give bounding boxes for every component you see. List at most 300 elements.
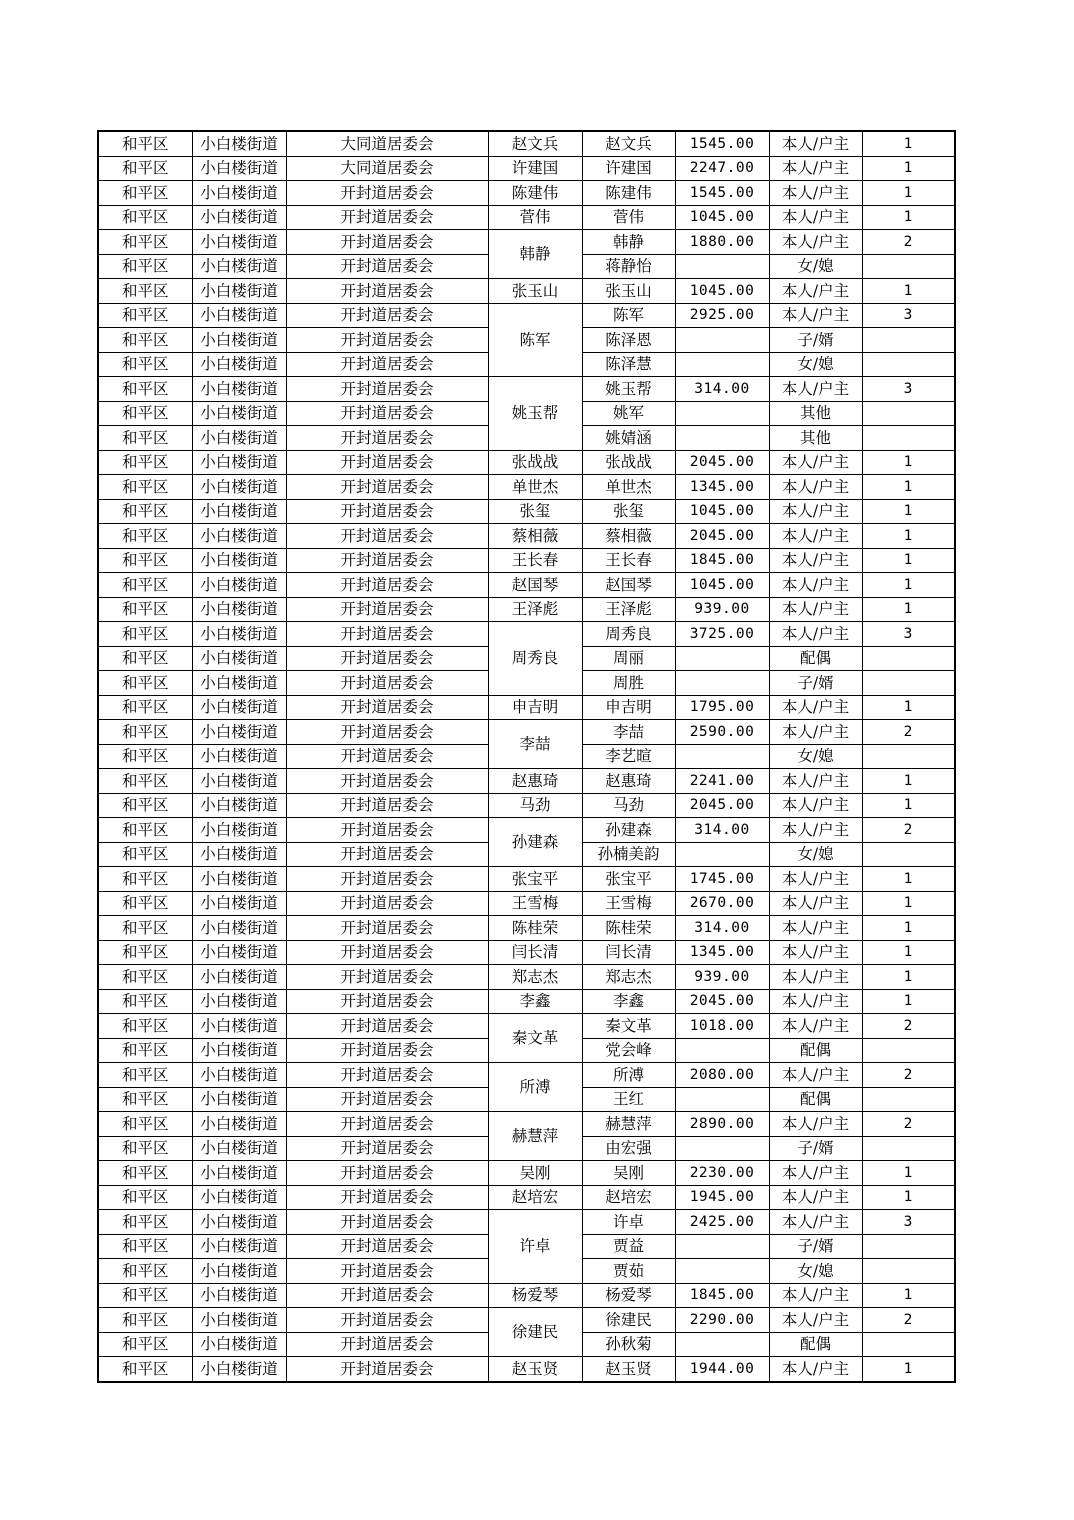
member-name-cell: 由宏强 [582, 1136, 675, 1161]
table-row [98, 181, 955, 206]
district-cell: 和平区 [98, 793, 192, 818]
amount-cell: 1545.00 [675, 181, 769, 206]
amount-cell: 1345.00 [675, 475, 769, 500]
district-cell: 和平区 [98, 1308, 192, 1333]
amount-cell: 2925.00 [675, 303, 769, 328]
street-cell: 小白楼街道 [192, 499, 286, 524]
household-size-cell: 1 [862, 965, 955, 990]
amount-cell [675, 1136, 769, 1161]
committee-cell: 开封道居委会 [286, 646, 488, 671]
amount-cell: 1880.00 [675, 230, 769, 255]
household-head-cell: 蔡相薇 [488, 524, 582, 549]
committee-cell: 开封道居委会 [286, 744, 488, 769]
district-cell: 和平区 [98, 989, 192, 1014]
table-row [98, 230, 955, 255]
table-row [98, 573, 955, 598]
amount-cell: 1045.00 [675, 573, 769, 598]
relation-cell: 本人/户主 [769, 989, 862, 1014]
member-name-cell: 秦文革 [582, 1014, 675, 1039]
member-name-cell: 陈桂荣 [582, 916, 675, 941]
street-cell: 小白楼街道 [192, 548, 286, 573]
relation-cell: 女/媳 [769, 352, 862, 377]
member-name-cell: 姚婧涵 [582, 426, 675, 451]
table-row [98, 1357, 955, 1382]
relation-cell: 本人/户主 [769, 1014, 862, 1039]
member-name-cell: 蔡相薇 [582, 524, 675, 549]
household-size-cell: 1 [862, 524, 955, 549]
household-head-cell: 单世杰 [488, 475, 582, 500]
relation-cell: 女/媳 [769, 842, 862, 867]
household-size-cell: 1 [862, 131, 955, 156]
district-cell: 和平区 [98, 1161, 192, 1186]
committee-cell: 开封道居委会 [286, 695, 488, 720]
member-name-cell: 赵国琴 [582, 573, 675, 598]
committee-cell: 开封道居委会 [286, 181, 488, 206]
table-row [98, 769, 955, 794]
committee-cell: 开封道居委会 [286, 1332, 488, 1357]
amount-cell: 1845.00 [675, 1283, 769, 1308]
table-row [98, 916, 955, 941]
district-cell: 和平区 [98, 475, 192, 500]
member-name-cell: 菅伟 [582, 205, 675, 230]
street-cell: 小白楼街道 [192, 867, 286, 892]
household-size-cell: 1 [862, 769, 955, 794]
member-name-cell: 李艺暄 [582, 744, 675, 769]
household-head-cell: 申吉明 [488, 695, 582, 720]
household-size-cell: 1 [862, 1357, 955, 1382]
committee-cell: 开封道居委会 [286, 279, 488, 304]
household-size-cell [862, 352, 955, 377]
district-cell: 和平区 [98, 352, 192, 377]
household-size-cell: 3 [862, 622, 955, 647]
member-name-cell: 张战战 [582, 450, 675, 475]
district-cell: 和平区 [98, 1357, 192, 1382]
amount-cell: 2890.00 [675, 1112, 769, 1137]
committee-cell: 开封道居委会 [286, 989, 488, 1014]
amount-cell: 2045.00 [675, 989, 769, 1014]
household-size-cell: 1 [862, 597, 955, 622]
household-size-cell: 1 [862, 450, 955, 475]
district-cell: 和平区 [98, 328, 192, 353]
district-cell: 和平区 [98, 744, 192, 769]
relation-cell: 本人/户主 [769, 622, 862, 647]
street-cell: 小白楼街道 [192, 401, 286, 426]
district-cell: 和平区 [98, 769, 192, 794]
district-cell: 和平区 [98, 401, 192, 426]
household-head-cell: 李喆 [488, 720, 582, 769]
committee-cell: 开封道居委会 [286, 965, 488, 990]
amount-cell [675, 646, 769, 671]
relation-cell: 本人/户主 [769, 1161, 862, 1186]
household-head-cell: 张宝平 [488, 867, 582, 892]
table-row [98, 524, 955, 549]
member-name-cell: 闫长清 [582, 940, 675, 965]
household-size-cell [862, 646, 955, 671]
household-size-cell: 3 [862, 1210, 955, 1235]
household-head-cell: 陈桂荣 [488, 916, 582, 941]
household-size-cell [862, 671, 955, 696]
household-head-cell: 张玉山 [488, 279, 582, 304]
district-cell: 和平区 [98, 965, 192, 990]
amount-cell [675, 352, 769, 377]
member-name-cell: 徐建民 [582, 1308, 675, 1333]
household-size-cell [862, 1087, 955, 1112]
relation-cell: 本人/户主 [769, 156, 862, 181]
amount-cell [675, 401, 769, 426]
household-size-cell: 1 [862, 940, 955, 965]
committee-cell: 开封道居委会 [286, 842, 488, 867]
district-cell: 和平区 [98, 1185, 192, 1210]
street-cell: 小白楼街道 [192, 426, 286, 451]
district-cell: 和平区 [98, 548, 192, 573]
district-cell: 和平区 [98, 1234, 192, 1259]
member-name-cell: 王红 [582, 1087, 675, 1112]
relation-cell: 本人/户主 [769, 1112, 862, 1137]
street-cell: 小白楼街道 [192, 1308, 286, 1333]
district-cell: 和平区 [98, 1014, 192, 1039]
member-name-cell: 周丽 [582, 646, 675, 671]
committee-cell: 开封道居委会 [286, 891, 488, 916]
member-name-cell: 吴刚 [582, 1161, 675, 1186]
relation-cell: 本人/户主 [769, 303, 862, 328]
member-name-cell: 赵培宏 [582, 1185, 675, 1210]
table-row [98, 1112, 955, 1137]
table-row [98, 695, 955, 720]
household-head-cell: 姚玉帮 [488, 377, 582, 451]
relation-cell: 女/媳 [769, 1259, 862, 1284]
amount-cell: 1018.00 [675, 1014, 769, 1039]
district-cell: 和平区 [98, 1112, 192, 1137]
relation-cell: 本人/户主 [769, 597, 862, 622]
district-cell: 和平区 [98, 842, 192, 867]
household-size-cell: 3 [862, 377, 955, 402]
relation-cell: 子/婿 [769, 1136, 862, 1161]
household-head-cell: 赵培宏 [488, 1185, 582, 1210]
committee-cell: 开封道居委会 [286, 597, 488, 622]
committee-cell: 大同道居委会 [286, 156, 488, 181]
district-cell: 和平区 [98, 573, 192, 598]
household-size-cell: 1 [862, 156, 955, 181]
table-row [98, 131, 955, 156]
amount-cell [675, 426, 769, 451]
amount-cell [675, 1259, 769, 1284]
committee-cell: 开封道居委会 [286, 230, 488, 255]
committee-cell: 开封道居委会 [286, 1087, 488, 1112]
relation-cell: 子/婿 [769, 1234, 862, 1259]
table-row [98, 156, 955, 181]
member-name-cell: 张宝平 [582, 867, 675, 892]
committee-cell: 开封道居委会 [286, 573, 488, 598]
committee-cell: 开封道居委会 [286, 524, 488, 549]
household-size-cell: 2 [862, 1014, 955, 1039]
committee-cell: 开封道居委会 [286, 426, 488, 451]
amount-cell: 2230.00 [675, 1161, 769, 1186]
household-size-cell [862, 744, 955, 769]
committee-cell: 开封道居委会 [286, 867, 488, 892]
street-cell: 小白楼街道 [192, 1014, 286, 1039]
member-name-cell: 王雪梅 [582, 891, 675, 916]
amount-cell: 1845.00 [675, 548, 769, 573]
relation-cell: 其他 [769, 426, 862, 451]
street-cell: 小白楼街道 [192, 989, 286, 1014]
district-cell: 和平区 [98, 254, 192, 279]
district-cell: 和平区 [98, 450, 192, 475]
amount-cell: 2425.00 [675, 1210, 769, 1235]
amount-cell: 314.00 [675, 818, 769, 843]
committee-cell: 开封道居委会 [286, 475, 488, 500]
relation-cell: 本人/户主 [769, 891, 862, 916]
member-name-cell: 姚玉帮 [582, 377, 675, 402]
table-row [98, 1185, 955, 1210]
table-row [98, 720, 955, 745]
table-row [98, 818, 955, 843]
street-cell: 小白楼街道 [192, 842, 286, 867]
relation-cell: 女/媳 [769, 254, 862, 279]
household-head-cell: 陈军 [488, 303, 582, 377]
committee-cell: 大同道居委会 [286, 131, 488, 156]
relation-cell: 本人/户主 [769, 1283, 862, 1308]
household-size-cell: 1 [862, 279, 955, 304]
household-size-cell: 2 [862, 720, 955, 745]
district-cell: 和平区 [98, 230, 192, 255]
amount-cell: 2670.00 [675, 891, 769, 916]
household-head-cell: 许建国 [488, 156, 582, 181]
table-row [98, 475, 955, 500]
street-cell: 小白楼街道 [192, 1332, 286, 1357]
table-row [98, 377, 955, 402]
amount-cell [675, 1332, 769, 1357]
household-head-cell: 许卓 [488, 1210, 582, 1284]
member-name-cell: 所溥 [582, 1063, 675, 1088]
table-row [98, 499, 955, 524]
street-cell: 小白楼街道 [192, 891, 286, 916]
household-size-cell [862, 842, 955, 867]
table-row [98, 205, 955, 230]
household-size-cell [862, 328, 955, 353]
amount-cell: 2045.00 [675, 793, 769, 818]
street-cell: 小白楼街道 [192, 254, 286, 279]
district-cell: 和平区 [98, 279, 192, 304]
relation-cell: 本人/户主 [769, 230, 862, 255]
street-cell: 小白楼街道 [192, 1112, 286, 1137]
committee-cell: 开封道居委会 [286, 818, 488, 843]
amount-cell [675, 254, 769, 279]
relation-cell: 本人/户主 [769, 916, 862, 941]
relation-cell: 配偶 [769, 1038, 862, 1063]
district-cell: 和平区 [98, 1259, 192, 1284]
household-size-cell: 1 [862, 867, 955, 892]
district-cell: 和平区 [98, 695, 192, 720]
household-head-cell: 赵国琴 [488, 573, 582, 598]
household-size-cell: 1 [862, 1283, 955, 1308]
household-head-cell: 赵惠琦 [488, 769, 582, 794]
table-row [98, 867, 955, 892]
amount-cell: 1345.00 [675, 940, 769, 965]
street-cell: 小白楼街道 [192, 744, 286, 769]
relation-cell: 本人/户主 [769, 524, 862, 549]
household-head-cell: 赫慧萍 [488, 1112, 582, 1161]
member-name-cell: 陈泽恩 [582, 328, 675, 353]
street-cell: 小白楼街道 [192, 818, 286, 843]
member-name-cell: 贾益 [582, 1234, 675, 1259]
committee-cell: 开封道居委会 [286, 1014, 488, 1039]
relation-cell: 配偶 [769, 1087, 862, 1112]
relation-cell: 本人/户主 [769, 769, 862, 794]
household-head-cell: 赵玉贤 [488, 1357, 582, 1382]
table-row [98, 1161, 955, 1186]
household-head-cell: 所溥 [488, 1063, 582, 1112]
household-head-cell: 周秀良 [488, 622, 582, 696]
committee-cell: 开封道居委会 [286, 769, 488, 794]
relation-cell: 本人/户主 [769, 475, 862, 500]
household-size-cell: 1 [862, 1185, 955, 1210]
member-name-cell: 韩静 [582, 230, 675, 255]
street-cell: 小白楼街道 [192, 793, 286, 818]
street-cell: 小白楼街道 [192, 622, 286, 647]
committee-cell: 开封道居委会 [286, 499, 488, 524]
household-size-cell [862, 1234, 955, 1259]
amount-cell: 3725.00 [675, 622, 769, 647]
member-name-cell: 王长春 [582, 548, 675, 573]
household-size-cell: 2 [862, 818, 955, 843]
member-name-cell: 陈泽慧 [582, 352, 675, 377]
household-size-cell: 1 [862, 793, 955, 818]
amount-cell: 2241.00 [675, 769, 769, 794]
district-cell: 和平区 [98, 646, 192, 671]
street-cell: 小白楼街道 [192, 1210, 286, 1235]
relation-cell: 本人/户主 [769, 181, 862, 206]
committee-cell: 开封道居委会 [286, 1234, 488, 1259]
district-cell: 和平区 [98, 426, 192, 451]
member-name-cell: 赵文兵 [582, 131, 675, 156]
committee-cell: 开封道居委会 [286, 1112, 488, 1137]
street-cell: 小白楼街道 [192, 1185, 286, 1210]
street-cell: 小白楼街道 [192, 524, 286, 549]
member-name-cell: 贾茹 [582, 1259, 675, 1284]
table-row [98, 989, 955, 1014]
table-row [98, 940, 955, 965]
street-cell: 小白楼街道 [192, 769, 286, 794]
household-head-cell: 陈建伟 [488, 181, 582, 206]
household-head-cell: 菅伟 [488, 205, 582, 230]
street-cell: 小白楼街道 [192, 671, 286, 696]
street-cell: 小白楼街道 [192, 279, 286, 304]
district-cell: 和平区 [98, 1210, 192, 1235]
household-head-cell: 王泽彪 [488, 597, 582, 622]
street-cell: 小白楼街道 [192, 695, 286, 720]
committee-cell: 开封道居委会 [286, 916, 488, 941]
committee-cell: 开封道居委会 [286, 328, 488, 353]
committee-cell: 开封道居委会 [286, 671, 488, 696]
street-cell: 小白楼街道 [192, 475, 286, 500]
street-cell: 小白楼街道 [192, 1234, 286, 1259]
table-row [98, 548, 955, 573]
committee-cell: 开封道居委会 [286, 1283, 488, 1308]
committee-cell: 开封道居委会 [286, 1210, 488, 1235]
district-cell: 和平区 [98, 891, 192, 916]
member-name-cell: 单世杰 [582, 475, 675, 500]
household-size-cell: 1 [862, 916, 955, 941]
household-head-cell: 闫长清 [488, 940, 582, 965]
relation-cell: 本人/户主 [769, 695, 862, 720]
household-size-cell: 1 [862, 695, 955, 720]
street-cell: 小白楼街道 [192, 377, 286, 402]
member-name-cell: 许建国 [582, 156, 675, 181]
household-size-cell: 1 [862, 181, 955, 206]
amount-cell [675, 328, 769, 353]
table-row [98, 597, 955, 622]
amount-cell: 314.00 [675, 916, 769, 941]
amount-cell: 939.00 [675, 597, 769, 622]
member-name-cell: 许卓 [582, 1210, 675, 1235]
relation-cell: 本人/户主 [769, 377, 862, 402]
street-cell: 小白楼街道 [192, 1259, 286, 1284]
district-cell: 和平区 [98, 303, 192, 328]
household-size-cell: 1 [862, 1161, 955, 1186]
amount-cell: 314.00 [675, 377, 769, 402]
district-cell: 和平区 [98, 671, 192, 696]
relation-cell: 本人/户主 [769, 720, 862, 745]
district-cell: 和平区 [98, 377, 192, 402]
street-cell: 小白楼街道 [192, 303, 286, 328]
household-head-cell: 王长春 [488, 548, 582, 573]
relation-cell: 本人/户主 [769, 573, 862, 598]
district-cell: 和平区 [98, 205, 192, 230]
committee-cell: 开封道居委会 [286, 720, 488, 745]
street-cell: 小白楼街道 [192, 1161, 286, 1186]
household-head-cell: 秦文革 [488, 1014, 582, 1063]
relation-cell: 子/婿 [769, 328, 862, 353]
committee-cell: 开封道居委会 [286, 1308, 488, 1333]
amount-cell [675, 1234, 769, 1259]
household-head-cell: 张玺 [488, 499, 582, 524]
household-size-cell [862, 254, 955, 279]
amount-cell: 1945.00 [675, 1185, 769, 1210]
member-name-cell: 李鑫 [582, 989, 675, 1014]
district-cell: 和平区 [98, 720, 192, 745]
amount-cell [675, 1038, 769, 1063]
street-cell: 小白楼街道 [192, 328, 286, 353]
street-cell: 小白楼街道 [192, 450, 286, 475]
street-cell: 小白楼街道 [192, 1357, 286, 1382]
member-name-cell: 周秀良 [582, 622, 675, 647]
relation-cell: 本人/户主 [769, 279, 862, 304]
district-cell: 和平区 [98, 499, 192, 524]
household-size-cell [862, 1136, 955, 1161]
member-name-cell: 李喆 [582, 720, 675, 745]
relation-cell: 本人/户主 [769, 1357, 862, 1382]
household-size-cell: 2 [862, 1063, 955, 1088]
amount-cell: 2290.00 [675, 1308, 769, 1333]
household-size-cell [862, 426, 955, 451]
committee-cell: 开封道居委会 [286, 401, 488, 426]
street-cell: 小白楼街道 [192, 597, 286, 622]
member-name-cell: 孙秋菊 [582, 1332, 675, 1357]
amount-cell [675, 842, 769, 867]
relation-cell: 本人/户主 [769, 131, 862, 156]
committee-cell: 开封道居委会 [286, 940, 488, 965]
member-name-cell: 党会峰 [582, 1038, 675, 1063]
amount-cell: 2045.00 [675, 524, 769, 549]
member-name-cell: 杨爱琴 [582, 1283, 675, 1308]
committee-cell: 开封道居委会 [286, 1161, 488, 1186]
street-cell: 小白楼街道 [192, 1063, 286, 1088]
amount-cell: 2590.00 [675, 720, 769, 745]
relation-cell: 本人/户主 [769, 548, 862, 573]
street-cell: 小白楼街道 [192, 230, 286, 255]
amount-cell: 1045.00 [675, 279, 769, 304]
table-row [98, 1063, 955, 1088]
